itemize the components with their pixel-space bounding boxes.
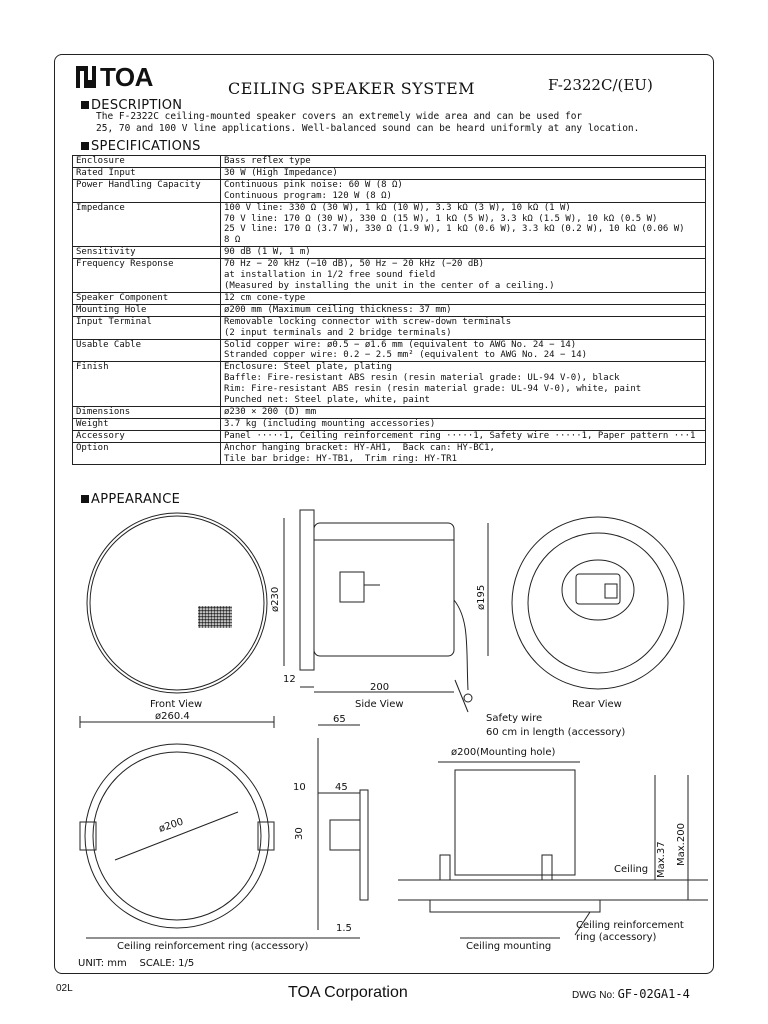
page-title: CEILING SPEAKER SYSTEM [228,79,475,98]
front-view-drawing [87,513,267,693]
safety-wire-length: 60 cm in length (accessory) [486,727,626,738]
spec-value-line: Baffle: Fire-resistant ABS resin (resin material grade: UL-94 V-0), black [224,373,620,384]
rear-view-drawing [512,517,684,689]
spec-value-line: Panel ·····1, Ceiling reinforcement ring ·····1, Safety wire ·····1, Paper pattern ···1 [224,430,696,441]
ring-dim-30: 30 [294,827,305,840]
spec-label: Frequency Response [73,259,221,293]
spec-value-line: Enclosure: Steel plate, plating [224,362,392,373]
spec-label: Rated Input [73,167,221,179]
spec-value-line: Solid copper wire: ø0.5 − ø1.6 mm (equivalent to AWG No. 24 − 14) [224,339,577,350]
spec-value-line: Continuous pink noise: 60 W (8 Ω) [224,179,403,190]
spec-value-line: 100 V line: 330 Ω (30 W), 1 kΩ (10 W), 3.3 kΩ (3 W), 10 kΩ (1 W) [224,202,571,213]
ring-profile-drawing [318,725,368,930]
spec-value-line: 12 cm cone-type [224,292,306,303]
spec-label: Weight [73,418,221,430]
description-line: The F-2322C ceiling-mounted speaker covers an extremely wide area and can be used for [96,111,583,122]
unit-scale-label: UNIT: mm SCALE: 1/5 [78,958,195,969]
ceiling-label: Ceiling [614,864,649,875]
spec-value-line: 90 dB (1 W, 1 m) [224,247,311,258]
spec-value-line: 25 V line: 170 Ω (3.7 W), 330 Ω (1.9 W), 1 kΩ (0.6 W), 3.3 kΩ (0.2 W), 10 kΩ (0.06 W) [224,224,685,235]
side-view-dim-200: 200 [370,682,390,693]
spec-label: Enclosure [73,156,221,168]
spec-value-line: at installation in 1/2 free sound field [224,270,436,281]
side-view-diameter-195: ø195 [476,584,487,610]
ring-caption: Ceiling reinforcement ring (accessory) [117,941,309,952]
spec-label: Finish [73,362,221,407]
specifications-heading: SPECIFICATIONS [81,139,201,154]
company-name: TOA Corporation [288,984,408,1001]
mounting-hole-label: ø200(Mounting hole) [451,747,556,758]
spec-label: Usable Cable [73,339,221,362]
reinforcement-ring-drawing [80,744,274,928]
speaker-grille-dots [198,606,232,628]
spec-value-line: Bass reflex type [224,156,311,166]
description-heading: DESCRIPTION [81,98,182,113]
appearance-heading: APPEARANCE [81,492,180,507]
spec-label: Sensitivity [73,247,221,259]
spec-label: Option [73,442,221,465]
ring-dim-10: 10 [293,782,306,793]
ring-diameter-label: ø200 [157,816,185,835]
reinforcement-ring-label-2: ring (accessory) [576,932,657,943]
spec-value-line: Tile bar bridge: HY-TB1, Trim ring: HY-TR1 [224,453,457,464]
spec-value-line: Punched net: Steel plate, white, paint [224,395,430,406]
spec-value-line: ø230 × 200 (D) mm [224,406,317,417]
spec-label: Speaker Component [73,292,221,304]
reinforcement-ring-label-1: Ceiling reinforcement [576,920,684,931]
spec-value-line: Stranded copper wire: 0.2 − 2.5 mm² (equivalent to AWG No. 24 − 14) [224,350,588,361]
side-view-diameter-230: ø230 [270,586,281,612]
side-view-dim-12: 12 [283,674,296,685]
max-200-label: Max.200 [676,823,687,866]
spec-value-line: 3.7 kg (including mounting accessories) [224,418,436,429]
dwg-number-label [572,987,690,1001]
spec-value-line: 70 V line: 170 Ω (30 W), 330 Ω (15 W), 1 kΩ (5 W), 3.3 kΩ (1.5 W), 10 kΩ (0.5 W) [224,213,658,224]
ring-dim-65: 65 [333,714,346,725]
rear-view-label: Rear View [572,699,622,710]
model-number: F-2322C/(EU) [548,76,653,94]
dwg-label: DWG No: [572,990,615,1001]
max-37-label: Max.37 [656,841,667,878]
spec-value-line: 8 Ω [224,235,241,246]
spec-label: Input Terminal [73,316,221,339]
front-view-label: Front View [150,699,203,710]
ceiling-mounting-label: Ceiling mounting [466,941,552,952]
spec-value-line: Continuous program: 120 W (8 Ω) [224,190,392,201]
side-view-label: Side View [355,699,404,710]
safety-wire-label: Safety wire [486,713,543,724]
ring-dim-45: 45 [335,782,348,793]
spec-value-line: 30 W (High Impedance) [224,167,338,178]
spec-value-line: Rim: Fire-resistant ABS resin (resin material grade: UL-94 V-0), white, paint [224,384,642,395]
spec-value-line: (Measured by installing the unit in the center of a ceiling.) [224,280,555,291]
ring-dim-1-5: 1.5 [336,923,352,934]
description-line: 25, 70 and 100 V line applications. Well-balanced sound can be heard uniformly at any location. [96,123,640,134]
spec-label: Mounting Hole [73,304,221,316]
spec-value-line: ø200 mm (Maximum ceiling thickness: 37 mm) [224,304,452,315]
spec-value-line: (2 input terminals and 2 bridge terminals) [224,327,452,338]
spec-label: Accessory [73,430,221,442]
dwg-number: GF-02GA1-4 [617,987,690,1001]
spec-label: Impedance [73,202,221,247]
front-view-diameter: ø260.4 [155,711,190,722]
spec-label: Dimensions [73,406,221,418]
spec-value-line: Anchor hanging bracket: HY-AH1, Back can: HY-BC1, [224,442,495,453]
spec-value-line: 70 Hz − 20 kHz (−10 dB), 50 Hz − 20 kHz (−20 dB) [224,259,485,270]
spec-label: Power Handling Capacity [73,179,221,202]
brand-name: TOA [100,62,153,92]
drawing-code: 02L [56,983,73,994]
spec-value-line: Removable locking connector with screw-down terminals [224,316,512,327]
